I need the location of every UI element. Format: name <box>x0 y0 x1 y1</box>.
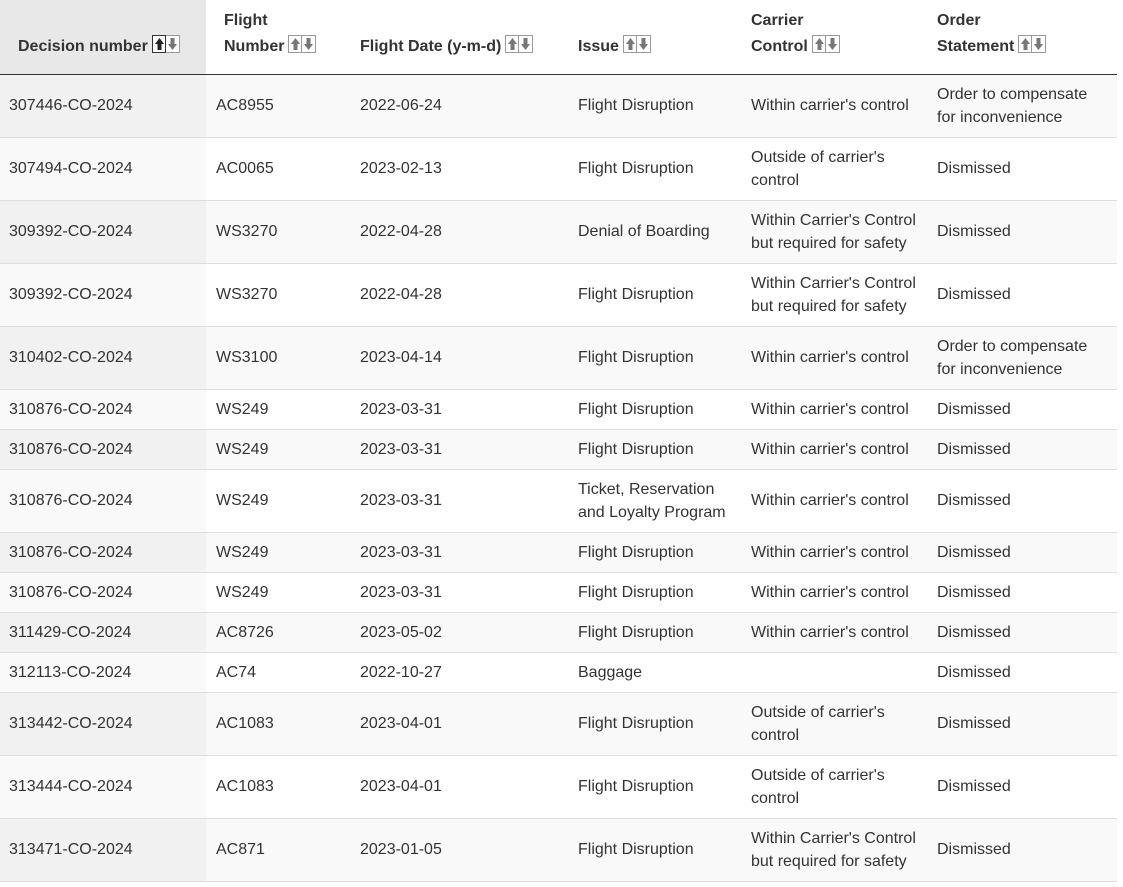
sort-control[interactable] <box>288 35 316 53</box>
cell-carrier-control: Outside of carrier's control <box>743 692 929 755</box>
cell-flight-number: AC8955 <box>206 74 352 137</box>
cell-order-statement: Dismissed <box>929 200 1117 263</box>
sort-control[interactable] <box>1018 35 1046 53</box>
cell-flight-number: AC0065 <box>206 137 352 200</box>
header-label: Statement <box>937 37 1015 55</box>
cell-order-statement: Dismissed <box>929 429 1117 469</box>
arrow-up-icon[interactable] <box>812 35 826 53</box>
cell-issue: Ticket, Reservation and Loyalty Program <box>570 469 743 532</box>
cell-decision-number: 313471-CO-2024 <box>0 818 206 881</box>
cell-issue: Flight Disruption <box>570 137 743 200</box>
cell-order-statement: Dismissed <box>929 263 1117 326</box>
cell-order-statement: Order to compensate for inconvenience <box>929 326 1117 389</box>
cell-flight-date: 2023-04-14 <box>352 326 570 389</box>
table-row <box>0 429 1117 469</box>
cell-flight-date: 2022-10-27 <box>352 652 570 692</box>
header-flight-number[interactable] <box>206 0 352 74</box>
cell-carrier-control: Within carrier's control <box>743 429 929 469</box>
cell-decision-number: 311429-CO-2024 <box>0 612 206 652</box>
cell-order-statement: Dismissed <box>929 818 1117 881</box>
cell-issue: Flight Disruption <box>570 755 743 818</box>
cell-issue: Flight Disruption <box>570 612 743 652</box>
header-label: Control <box>751 37 808 55</box>
cell-order-statement: Dismissed <box>929 572 1117 612</box>
cell-decision-number: 309392-CO-2024 <box>0 263 206 326</box>
sort-control[interactable] <box>152 35 180 53</box>
header-flight-date[interactable] <box>352 0 570 74</box>
table-row <box>0 532 1117 572</box>
cell-flight-number: AC871 <box>206 818 352 881</box>
cell-decision-number: 309392-CO-2024 <box>0 200 206 263</box>
table-body <box>0 74 1117 881</box>
cell-flight-number: WS249 <box>206 532 352 572</box>
header-carrier-control[interactable] <box>743 0 929 74</box>
arrow-down-icon[interactable] <box>637 35 651 53</box>
cell-carrier-control: Outside of carrier's control <box>743 137 929 200</box>
cell-flight-number: WS3270 <box>206 200 352 263</box>
cell-issue: Flight Disruption <box>570 572 743 612</box>
cell-carrier-control: Within carrier's control <box>743 572 929 612</box>
cell-decision-number: 310876-CO-2024 <box>0 389 206 429</box>
cell-flight-number: AC1083 <box>206 755 352 818</box>
table-row <box>0 137 1117 200</box>
cell-flight-date: 2023-05-02 <box>352 612 570 652</box>
cell-order-statement: Dismissed <box>929 692 1117 755</box>
cell-flight-number: WS3270 <box>206 263 352 326</box>
table-row <box>0 326 1117 389</box>
cell-carrier-control: Within carrier's control <box>743 326 929 389</box>
cell-flight-number: AC8726 <box>206 612 352 652</box>
header-row <box>0 0 1117 74</box>
sort-control[interactable] <box>812 35 840 53</box>
cell-decision-number: 310876-CO-2024 <box>0 532 206 572</box>
arrow-up-icon[interactable] <box>623 35 637 53</box>
cell-decision-number: 307494-CO-2024 <box>0 137 206 200</box>
cell-issue: Flight Disruption <box>570 692 743 755</box>
cell-carrier-control: Within carrier's control <box>743 469 929 532</box>
cell-decision-number: 313442-CO-2024 <box>0 692 206 755</box>
cell-issue: Flight Disruption <box>570 389 743 429</box>
cell-decision-number: 310876-CO-2024 <box>0 469 206 532</box>
cell-flight-number: WS249 <box>206 389 352 429</box>
header-label: Flight Date (y-m-d) <box>360 37 502 55</box>
cell-issue: Flight Disruption <box>570 263 743 326</box>
cell-issue: Flight Disruption <box>570 532 743 572</box>
cell-decision-number: 310876-CO-2024 <box>0 429 206 469</box>
arrow-down-icon[interactable] <box>166 35 180 53</box>
arrow-down-icon[interactable] <box>826 35 840 53</box>
table-row <box>0 755 1117 818</box>
table-row <box>0 263 1117 326</box>
cell-flight-date: 2022-06-24 <box>352 74 570 137</box>
cell-order-statement: Dismissed <box>929 532 1117 572</box>
header-order-statement[interactable] <box>929 0 1117 74</box>
header-label: Carrier <box>751 11 804 29</box>
header-label: Decision number <box>18 37 148 55</box>
table-row <box>0 818 1117 881</box>
cell-order-statement: Dismissed <box>929 469 1117 532</box>
cell-flight-number: AC1083 <box>206 692 352 755</box>
arrow-up-icon[interactable] <box>288 35 302 53</box>
sort-control[interactable] <box>505 35 533 53</box>
cell-carrier-control: Outside of carrier's control <box>743 755 929 818</box>
cell-order-statement: Dismissed <box>929 755 1117 818</box>
cell-order-statement: Dismissed <box>929 137 1117 200</box>
table-row <box>0 612 1117 652</box>
cell-flight-date: 2023-03-31 <box>352 469 570 532</box>
cell-order-statement: Dismissed <box>929 612 1117 652</box>
cell-carrier-control: Within carrier's control <box>743 389 929 429</box>
cell-flight-date: 2023-02-13 <box>352 137 570 200</box>
cell-flight-date: 2023-04-01 <box>352 755 570 818</box>
arrow-down-icon[interactable] <box>519 35 533 53</box>
cell-flight-date: 2023-03-31 <box>352 572 570 612</box>
header-label: Issue <box>578 37 619 55</box>
sort-control[interactable] <box>623 35 651 53</box>
header-label: Number <box>224 37 285 55</box>
cell-carrier-control: Within carrier's control <box>743 612 929 652</box>
arrow-down-icon[interactable] <box>302 35 316 53</box>
cell-issue: Denial of Boarding <box>570 200 743 263</box>
cell-flight-number: WS249 <box>206 429 352 469</box>
table-row <box>0 200 1117 263</box>
arrow-down-icon[interactable] <box>1032 35 1046 53</box>
table-row <box>0 692 1117 755</box>
arrow-up-icon[interactable] <box>1018 35 1032 53</box>
header-issue[interactable] <box>570 0 743 74</box>
arrow-up-icon[interactable] <box>152 35 166 53</box>
cell-decision-number: 312113-CO-2024 <box>0 652 206 692</box>
table-row <box>0 469 1117 532</box>
cell-carrier-control: Within Carrier's Control but required for safety <box>743 818 929 881</box>
cell-order-statement: Dismissed <box>929 389 1117 429</box>
table-row <box>0 652 1117 692</box>
cell-flight-number: WS249 <box>206 469 352 532</box>
cell-flight-number: AC74 <box>206 652 352 692</box>
cell-flight-number: WS3100 <box>206 326 352 389</box>
cell-flight-date: 2023-03-31 <box>352 532 570 572</box>
cell-decision-number: 310402-CO-2024 <box>0 326 206 389</box>
cell-flight-date: 2023-03-31 <box>352 429 570 469</box>
cell-issue: Flight Disruption <box>570 429 743 469</box>
table-row <box>0 389 1117 429</box>
cell-flight-date: 2022-04-28 <box>352 263 570 326</box>
arrow-up-icon[interactable] <box>505 35 519 53</box>
cell-carrier-control <box>743 652 929 692</box>
cell-carrier-control: Within Carrier's Control but required for safety <box>743 200 929 263</box>
cell-order-statement: Order to compensate for inconvenience <box>929 74 1117 137</box>
table-row <box>0 572 1117 612</box>
table-row <box>0 74 1117 137</box>
header-label: Flight <box>224 11 268 29</box>
cell-issue: Flight Disruption <box>570 326 743 389</box>
header-decision-number[interactable] <box>0 0 206 74</box>
cell-flight-number: WS249 <box>206 572 352 612</box>
cell-flight-date: 2023-04-01 <box>352 692 570 755</box>
cell-flight-date: 2023-03-31 <box>352 389 570 429</box>
cell-decision-number: 310876-CO-2024 <box>0 572 206 612</box>
cell-decision-number: 313444-CO-2024 <box>0 755 206 818</box>
table-header <box>0 0 1117 74</box>
cell-decision-number: 307446-CO-2024 <box>0 74 206 137</box>
cell-order-statement: Dismissed <box>929 652 1117 692</box>
cell-issue: Flight Disruption <box>570 74 743 137</box>
header-label: Order <box>937 11 981 29</box>
cell-issue: Baggage <box>570 652 743 692</box>
cell-flight-date: 2022-04-28 <box>352 200 570 263</box>
cell-flight-date: 2023-01-05 <box>352 818 570 881</box>
cell-carrier-control: Within carrier's control <box>743 532 929 572</box>
cell-carrier-control: Within Carrier's Control but required for safety <box>743 263 929 326</box>
cell-carrier-control: Within carrier's control <box>743 74 929 137</box>
cell-issue: Flight Disruption <box>570 818 743 881</box>
